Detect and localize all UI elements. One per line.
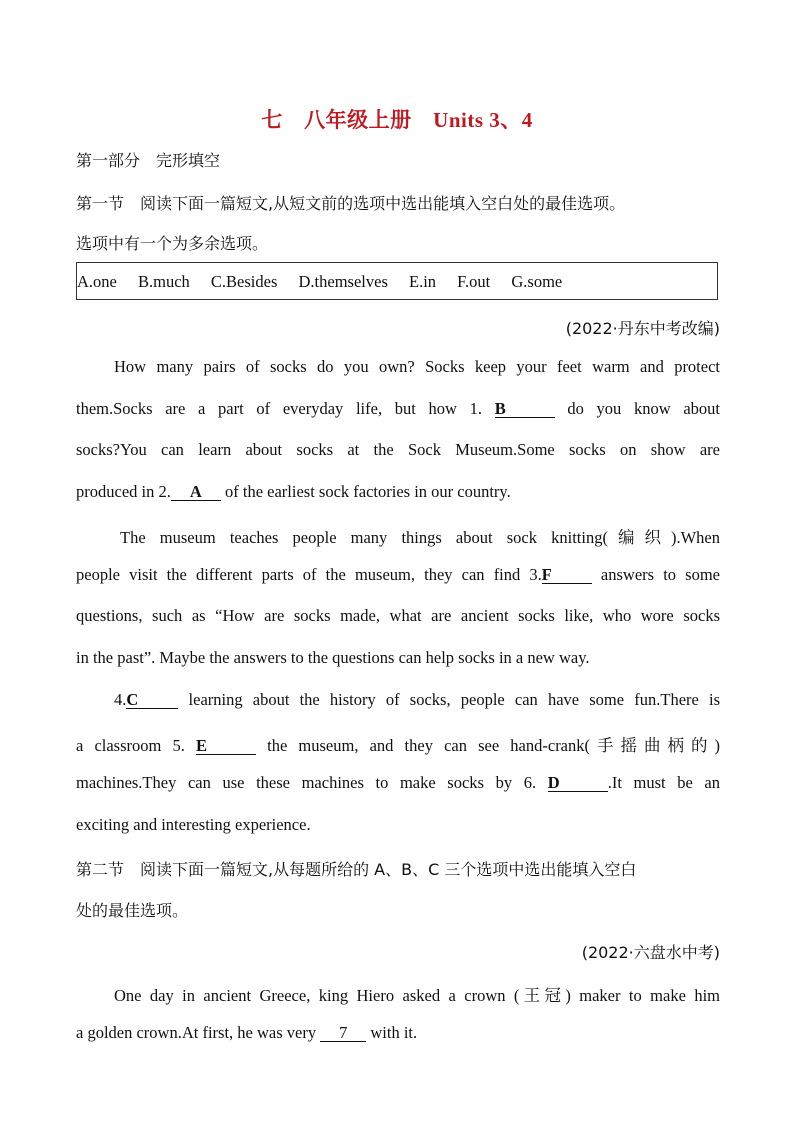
passage-line bbox=[76, 482, 720, 502]
passage-text: them.Socks are a part of everyday life, but how 1. bbox=[76, 399, 482, 418]
passage-text: a golden crown.At first, he was very bbox=[76, 1023, 317, 1042]
page-title: 七 八年级上册 Units 3、4 bbox=[261, 108, 533, 132]
passage-line bbox=[76, 732, 720, 756]
option-a: A.one bbox=[77, 272, 117, 291]
passage-text: machines.They can use these machines to make socks by 6. bbox=[76, 773, 537, 792]
option-c: C.Besides bbox=[210, 272, 278, 291]
passage-line: socks?You can learn about socks at the Sock Museum.Some socks on show are bbox=[76, 440, 720, 459]
passage-text: with it. bbox=[370, 1023, 418, 1042]
answer-blank-1: B bbox=[495, 400, 555, 418]
option-g: G.some bbox=[511, 272, 563, 291]
passage-text: .It must be an bbox=[607, 773, 720, 792]
source-citation: (2022·六盘水中考) bbox=[581, 943, 720, 962]
options-list bbox=[77, 272, 579, 292]
passage-text: the museum, and they can see hand-crank(手摇曲柄的) bbox=[267, 736, 721, 755]
answer-blank-3: F bbox=[542, 566, 592, 584]
answer-blank-4: C bbox=[126, 691, 178, 709]
passage-line: in the past”. Maybe the answers to the questions can help socks in a new way. bbox=[76, 648, 590, 667]
passage-text: 4. bbox=[114, 690, 127, 709]
answer-blank-6: D bbox=[548, 774, 608, 792]
option-e: E.in bbox=[409, 272, 437, 291]
passage-line: How many pairs of socks do you own? Socks keep your feet warm and protect bbox=[114, 357, 720, 376]
section1-instruction-line2: 选项中有一个为多余选项。 bbox=[76, 234, 269, 253]
passage-line: One day in ancient Greece, king Hiero asked a crown (王冠) maker to make him bbox=[114, 986, 720, 1005]
passage-text: of the earliest sock factories in our country. bbox=[224, 482, 511, 501]
passage-line bbox=[76, 399, 720, 419]
passage-line bbox=[76, 565, 720, 585]
option-b: B.much bbox=[138, 272, 190, 291]
passage-line bbox=[76, 1023, 720, 1043]
passage-line: exciting and interesting experience. bbox=[76, 815, 311, 834]
section2-instruction-line2: 处的最佳选项。 bbox=[76, 901, 189, 920]
passage-text: answers to some bbox=[600, 565, 720, 584]
passage-text: learning about the history of socks, people can have some fun.There is bbox=[188, 690, 721, 709]
part-heading: 第一部分 完形填空 bbox=[76, 151, 221, 170]
options-box bbox=[76, 262, 718, 300]
option-d: D.themselves bbox=[298, 272, 388, 291]
passage-line bbox=[114, 690, 720, 710]
answer-blank-5: E bbox=[196, 737, 256, 755]
section1-instruction-line1: 第一节 阅读下面一篇短文,从短文前的选项中选出能填入空白处的最佳选项。 bbox=[76, 194, 626, 213]
source-citation: (2022·丹东中考改编) bbox=[565, 319, 720, 338]
question-blank-7: 7 bbox=[320, 1024, 366, 1042]
passage-line: The museum teaches people many things about sock knitting(编织).When bbox=[120, 528, 720, 547]
passage-text: produced in 2. bbox=[76, 482, 171, 501]
passage-text: people visit the different parts of the museum, they can find 3. bbox=[76, 565, 542, 584]
option-f: F.out bbox=[457, 272, 491, 291]
passage-text: a classroom 5. bbox=[76, 736, 185, 755]
passage-text: do you know about bbox=[567, 399, 720, 418]
answer-blank-2: A bbox=[171, 483, 221, 501]
section2-instruction-line1: 第二节 阅读下面一篇短文,从每题所给的 A、B、C 三个选项中选出能填入空白 bbox=[76, 860, 637, 879]
passage-line bbox=[76, 773, 720, 793]
passage-line: questions, such as “How are socks made, what are ancient socks like, who wore socks bbox=[76, 606, 720, 625]
